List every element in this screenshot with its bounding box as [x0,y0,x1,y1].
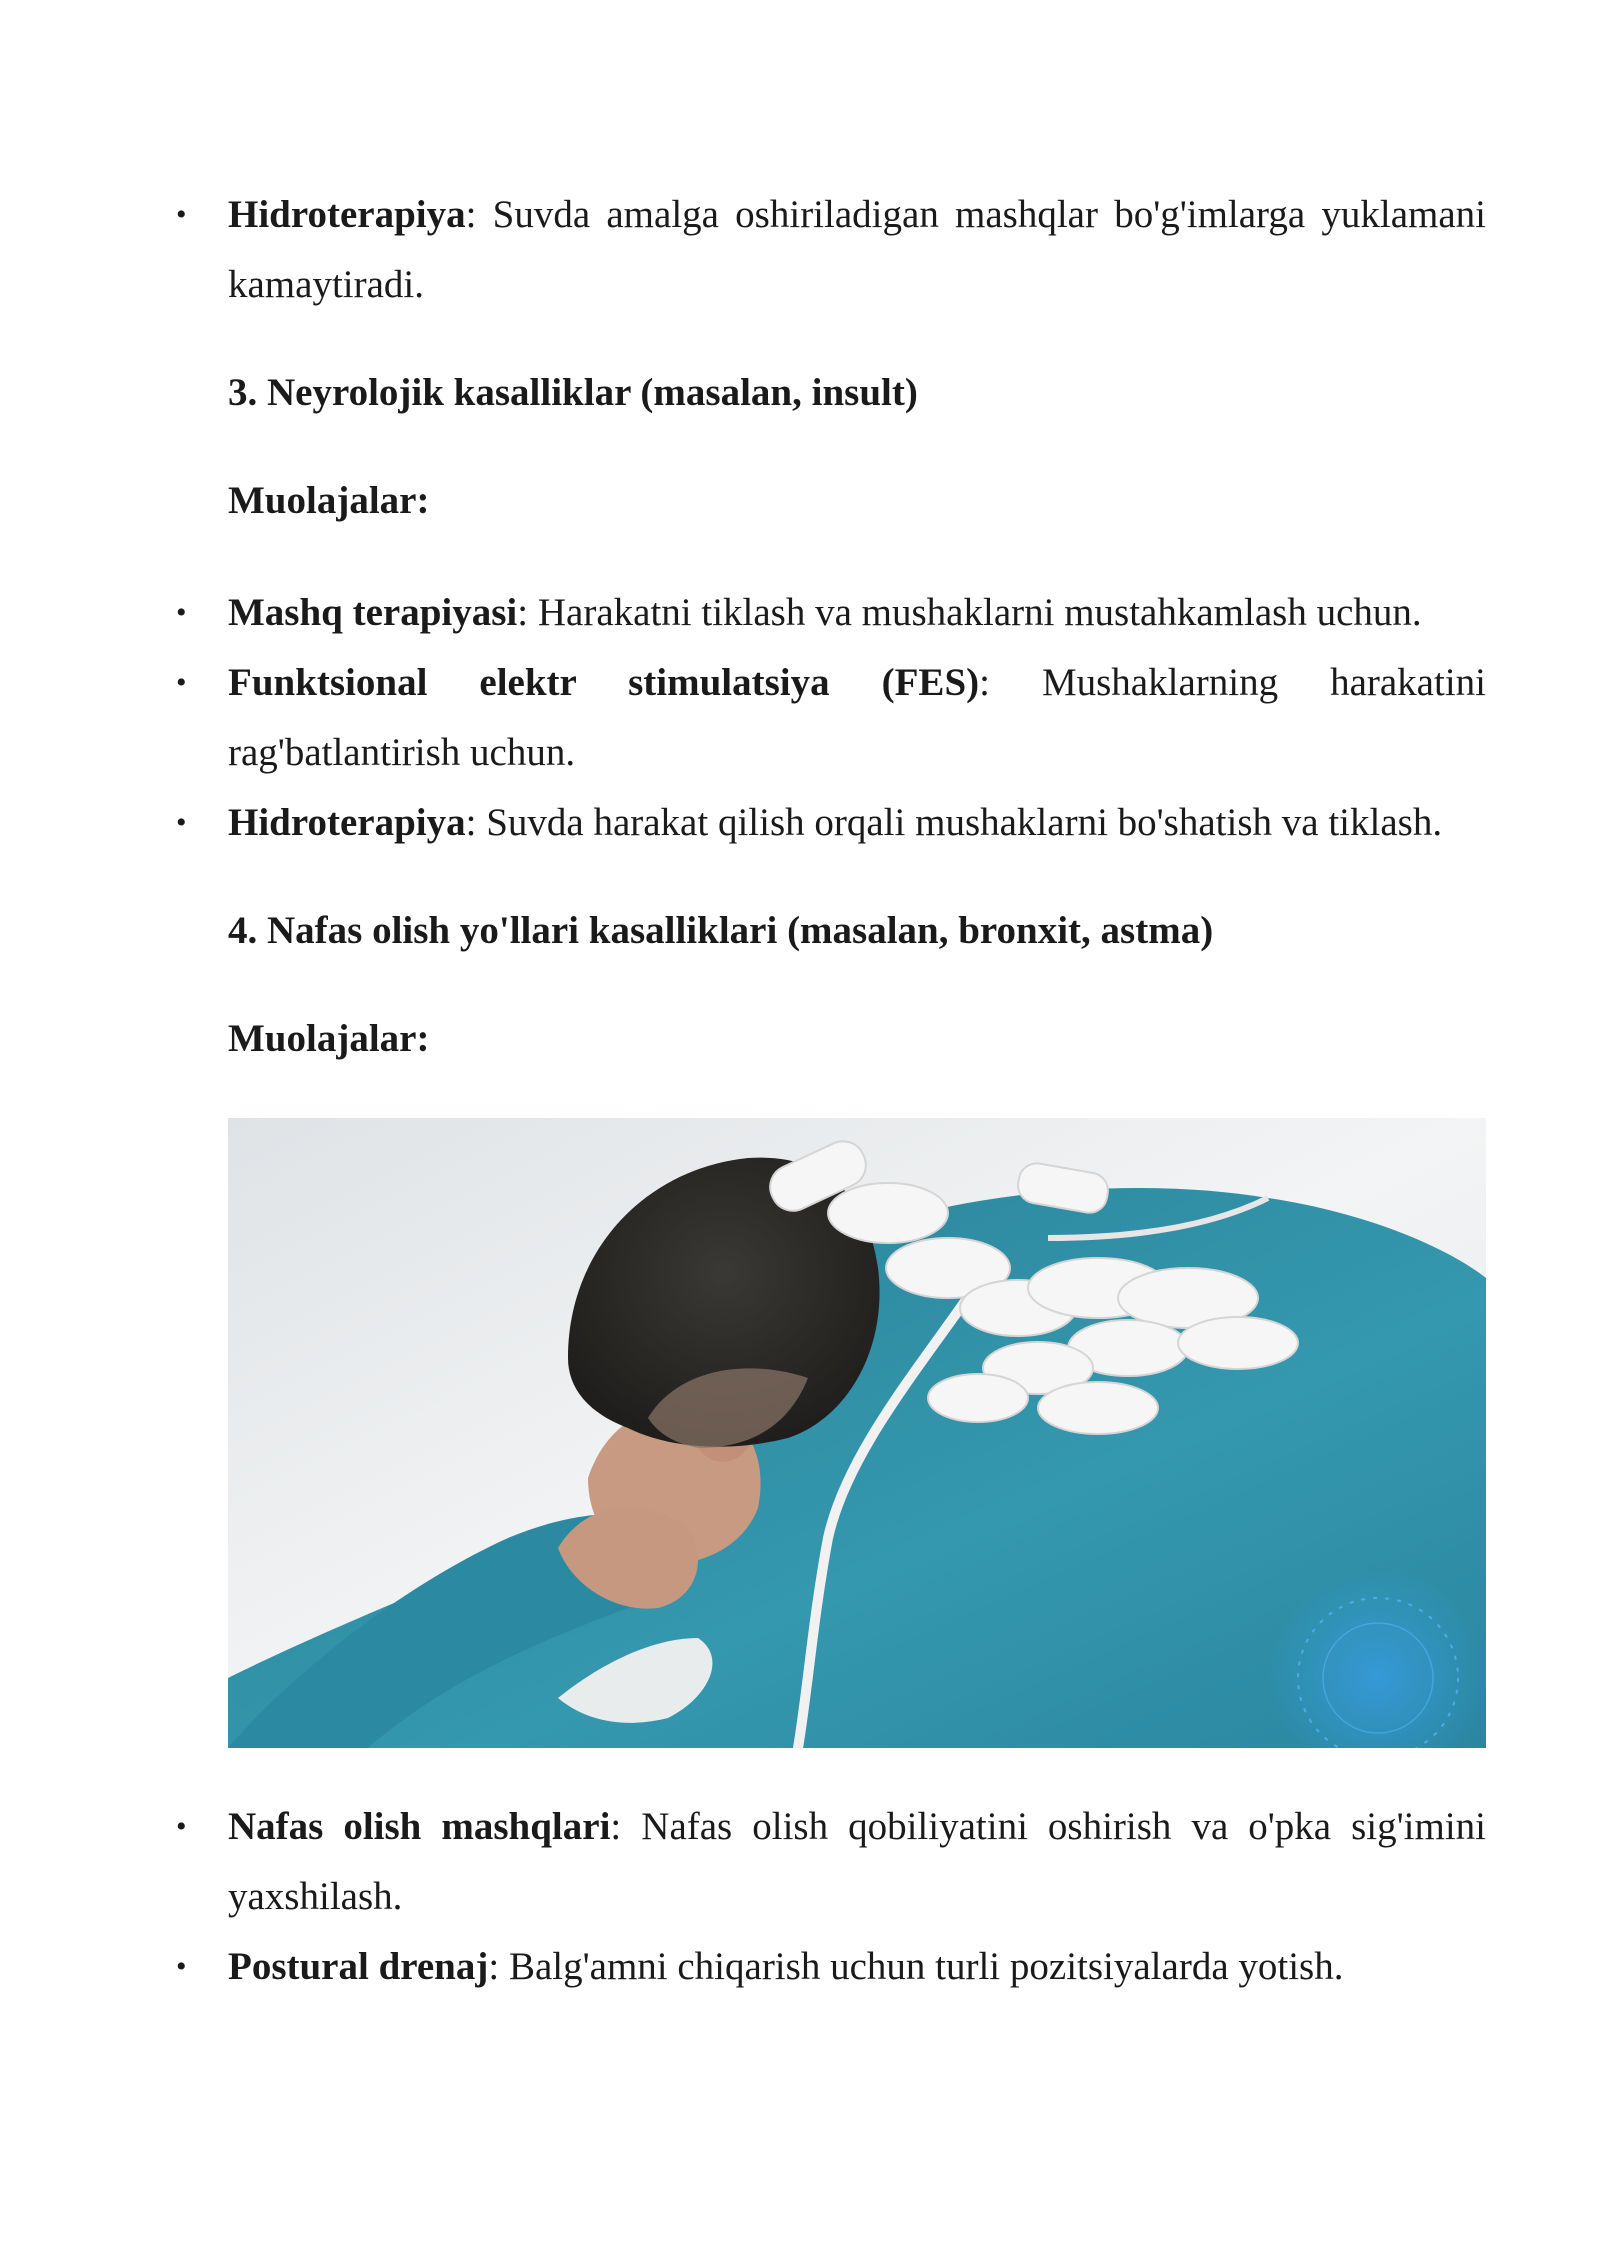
separator: : [465,193,477,236]
term: Hidroterapiya [228,193,466,236]
list-item [228,578,1486,648]
description: Mushaklarning harakatini rag'batlantirish uchun. [228,661,1486,774]
document-content [228,180,1486,2002]
description: Nafas olish qobiliyatini oshirish va o'pka sig'imini yaxshilash. [228,1805,1486,1918]
list-item [228,1932,1486,2002]
description: Suvda harakat qilish orqali mushaklarni bo'shatish va tiklash. [476,801,1443,844]
list-item [228,788,1486,858]
description: Suvda amalga oshiriladigan mashqlar bo'g'imlarga yuklamani kamaytiradi. [228,193,1486,306]
list-item [228,1792,1486,1932]
section-subheading: Muolajalar: [228,1017,430,1060]
section-subheading: Muolajalar: [228,479,430,522]
separator: : [979,661,990,704]
section-heading: 4. Nafas olish yo'llari kasalliklari (masalan, bronxit, astma) [228,909,1214,952]
electrotherapy-photo [228,1118,1486,1748]
section-heading: 3. Neyrolojik kasalliklar (masalan, insult) [228,371,918,414]
term: Hidroterapiya [228,801,466,844]
list-item [228,648,1486,788]
term: Mashq terapiyasi [228,591,518,634]
term: Postural drenaj [228,1945,489,1988]
separator: : [610,1805,622,1848]
separator: : [488,1945,500,1988]
term: Funktsional elektr stimulatsiya (FES) [228,661,980,704]
photo-illustration [228,1118,1486,1748]
separator: : [465,801,477,844]
term: Nafas olish mashqlari [228,1805,611,1848]
separator: : [517,591,529,634]
description: Harakatni tiklash va mushaklarni mustahkamlash uchun. [528,591,1422,634]
description: Balg'amni chiqarish uchun turli pozitsiyalarda yotish. [499,1945,1344,1988]
list-item [228,180,1486,320]
